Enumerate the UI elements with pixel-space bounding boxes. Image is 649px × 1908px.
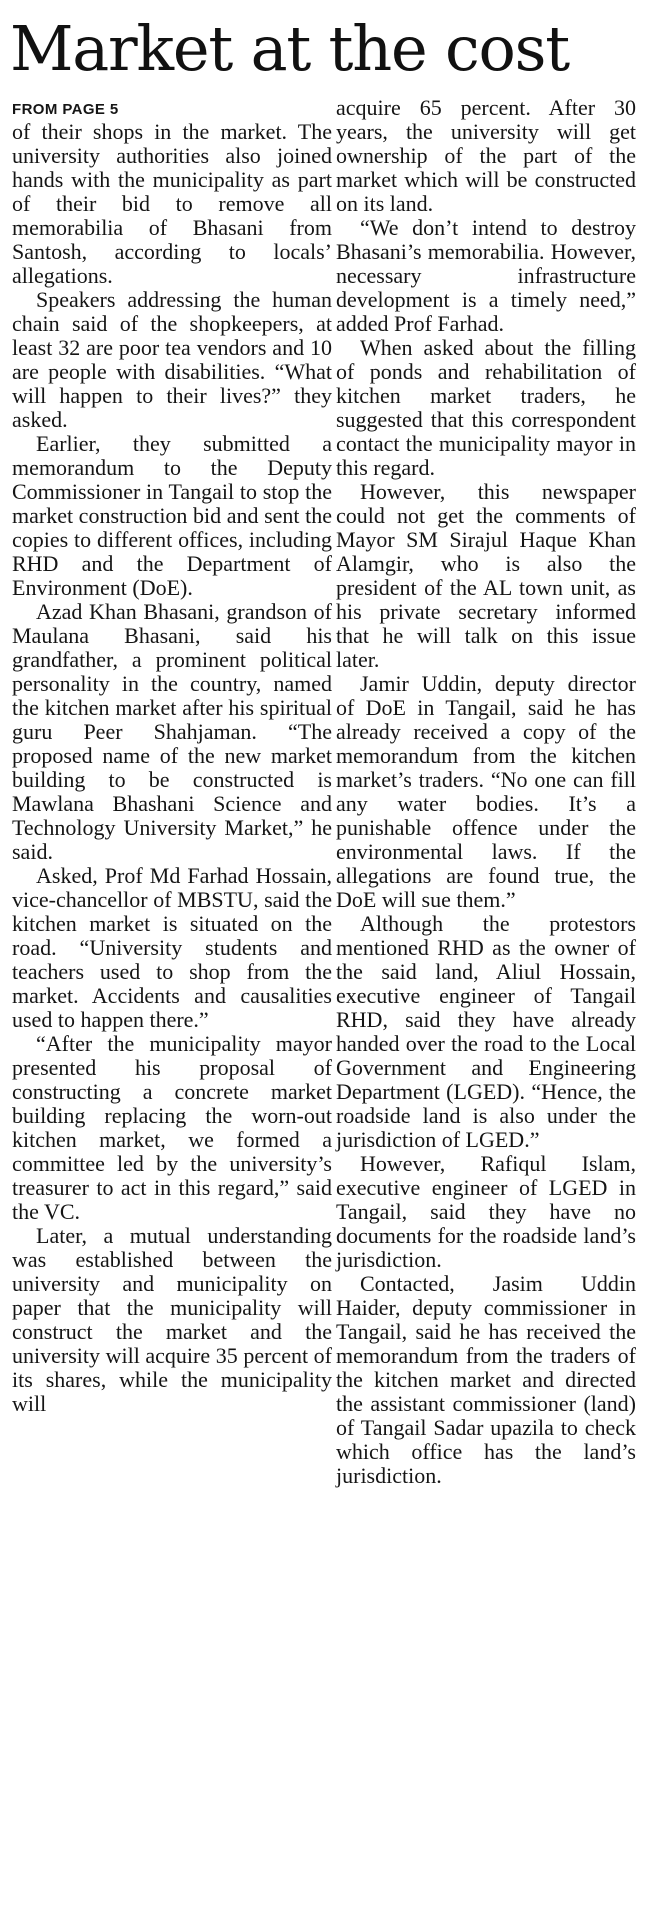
paragraph: Earlier, they submitted a memorandum to the Deputy Commissioner in Tangail to stop the market construction bid and sent the copies to different offices, including RHD and the Department of Environment (DoE). <box>12 431 332 600</box>
paragraph: Jamir Uddin, deputy director of DoE in Tangail, said he has already received a copy of the memorandum from the kitchen market’s traders. “No one can fill any water bodies. It’s a punishable offence under the environmental laws. If the allegations are found true, the DoE will sue them.” <box>336 671 636 912</box>
paragraph: When asked about the filling of ponds and rehabilitation of kitchen market traders, he suggested that this correspondent contact the municipality mayor in this regard. <box>336 335 636 480</box>
paragraph: However, this newspaper could not get the comments of Mayor SM Sirajul Haque Khan Alamgir, who is also the president of the AL town unit, as his private secretary informed that he will talk on this issue later. <box>336 479 636 672</box>
article-column-right <box>336 96 636 1488</box>
paragraph: Later, a mutual understanding was established between the university and municipality on paper that the municipality will construct the market and the university will acquire 35 percent of its shares, while the municipality will <box>12 1223 332 1416</box>
paragraph: of their shops in the market. The university authorities also joined hands with the municipality as part of their bid to remove all memorabilia of Bhasani from Santosh, according to locals’ allegations. <box>12 119 332 288</box>
headline: Market at the cost <box>10 12 569 85</box>
paragraph: Contacted, Jasim Uddin Haider, deputy commissioner in Tangail, said he has received the memorandum from the traders of the kitchen market and directed the assistant commissioner (land) of Tangail Sadar upazila to check which office has the land’s jurisdiction. <box>336 1271 636 1488</box>
dateline: FROM PAGE 5 <box>12 101 119 118</box>
paragraph: Azad Khan Bhasani, grandson of Maulana Bhasani, said his grandfather, a prominent political personality in the country, named the kitchen market after his spiritual guru Peer Shahjaman. “The proposed name of the new market building to be constructed is Mawlana Bhashani Science and Technology University Market,” he said. <box>12 599 332 864</box>
article-column-left <box>12 100 332 1416</box>
paragraph: “We don’t intend to destroy Bhasani’s memorabilia. However, necessary infrastructure development is a timely need,” added Prof Farhad. <box>336 215 636 336</box>
paragraph: acquire 65 percent. After 30 years, the university will get ownership of the part of the market which will be constructed on its land. <box>336 95 636 216</box>
paragraph: However, Rafiqul Islam, executive engineer of LGED in Tangail, said they have no documents for the roadside land’s jurisdiction. <box>336 1151 636 1272</box>
paragraph: Asked, Prof Md Farhad Hossain, vice-chancellor of MBSTU, said the kitchen market is situated on the road. “University students and teachers used to shop from the market. Accidents and causalities used to happen there.” <box>12 863 332 1032</box>
paragraph: Speakers addressing the human chain said of the shopkeepers, at least 32 are poor tea vendors and 10 are people with disabilities. “What will happen to their lives?” they asked. <box>12 287 332 432</box>
paragraph: “After the municipality mayor presented his proposal of constructing a concrete market building replacing the worn-out kitchen market, we formed a committee led by the university’s treasurer to act in this regard,” said the VC. <box>12 1031 332 1224</box>
paragraph: Although the protestors mentioned RHD as the owner of the said land, Aliul Hossain, executive engineer of Tangail RHD, said they have already handed over the road to the Local Government and Engineering Department (LGED). “Hence, the roadside land is also under the jurisdiction of LGED.” <box>336 911 636 1152</box>
